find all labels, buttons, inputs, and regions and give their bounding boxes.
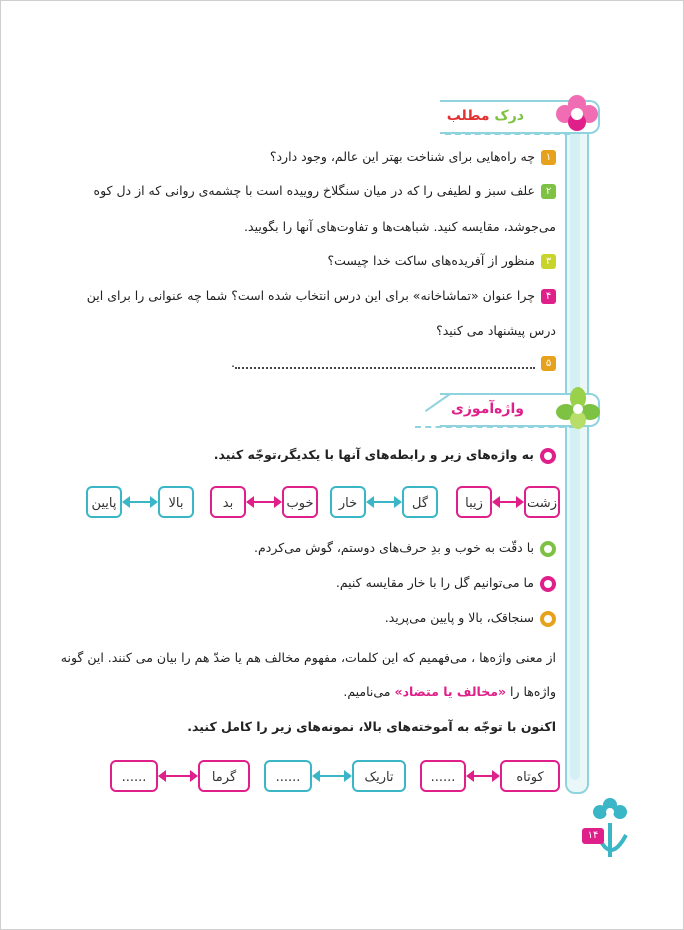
- arrow-gol-khar: [366, 496, 402, 508]
- exercise-box-blank-2[interactable]: ......: [264, 760, 312, 792]
- section1-title: [447, 108, 524, 124]
- leaf-logo-icon: [555, 386, 601, 432]
- paragraph-line2: [343, 684, 556, 699]
- flower-bullet-icon: [540, 541, 556, 557]
- answer-line[interactable]: [235, 359, 535, 369]
- exercise-box-blank-1[interactable]: ......: [420, 760, 466, 792]
- page-number: ۱۴: [582, 828, 604, 844]
- question-2: [94, 183, 556, 199]
- question-4-text-line1: چرا عنوان «تماشاخانه» برای این درس انتخاب شده است؟ شما چه عنوانی را برای این: [86, 288, 535, 303]
- bullet-1-text: با دقّت به خوب و بدِ حرف‌های دوستم، گوش می‌کردم.: [254, 540, 534, 555]
- arrow-kootah-blank: [466, 770, 500, 782]
- arrow-zesht-ziba: [492, 496, 524, 508]
- question-1: [270, 149, 556, 165]
- flower-logo-icon: [552, 92, 602, 136]
- exercise-box-blank-3[interactable]: ......: [110, 760, 158, 792]
- exercise-instruction: اکنون با توجّه به آموخته‌های بالا، نمونه‌های زیر را کامل کنید.: [187, 719, 556, 734]
- word-box-ziba: زیبا: [456, 486, 492, 518]
- question-3: [327, 253, 556, 269]
- arrow-bala-paeen: [122, 496, 158, 508]
- arrow-garma-blank: [158, 770, 198, 782]
- exercise-box-tarik: تاریک: [352, 760, 406, 792]
- word-box-gol: گل: [402, 486, 438, 518]
- question-5-text: .: [231, 355, 235, 370]
- side-decoration-bar-inner: [570, 120, 580, 780]
- arrow-tarik-blank: [312, 770, 352, 782]
- exercise-box-garma: گرما: [198, 760, 250, 792]
- paragraph-line2-start: واژه‌ها را: [510, 684, 556, 699]
- question-4-continued: [436, 323, 556, 338]
- bullet-2: [336, 575, 556, 592]
- question-3-text: منظور از آفریده‌های ساکت خدا چیست؟: [327, 253, 535, 268]
- section2-instruction-text: به واژه‌های زیر و رابطه‌های آنها با یکدیگر،توجّه کنید.: [213, 447, 534, 462]
- section1-title-part2: مطلب: [446, 108, 490, 124]
- flower-bullet-icon: [540, 448, 556, 464]
- question-4-text-line2: درس پیشنهاد می کنید؟: [436, 323, 556, 338]
- question-2-text-line1: علف سبز و لطیفی را که در میان سنگلاخ روییده است با چشمه‌ی روانی که از دل کوه: [93, 183, 535, 198]
- arrow-khoob-bad: [246, 496, 282, 508]
- paragraph-line2-end: می‌نامیم.: [343, 684, 391, 699]
- paragraph-highlight: «مخالف یا متضاد»: [394, 684, 507, 699]
- question-2-continued: [244, 219, 556, 234]
- question-5: [231, 355, 556, 371]
- exercise-box-kootah: کوتاه: [500, 760, 560, 792]
- question-3-number: ۳: [541, 254, 556, 269]
- word-box-khoob: خوب: [282, 486, 318, 518]
- flower-bullet-icon: [540, 611, 556, 627]
- paragraph-line1: از معنی واژه‌ها ، می‌فهمیم که این کلمات، مفهوم مخالف هم یا ضدّ هم را بیان می کنند. این گونه: [60, 650, 556, 665]
- bullet-3-text: سنجاقک، بالا و پایین می‌پرید.: [384, 610, 534, 625]
- section2-title: واژه‌آموزی: [451, 401, 524, 417]
- question-1-text: چه راه‌هایی برای شناخت بهتر این عالم، وجود دارد؟: [269, 149, 535, 164]
- word-box-paeen: پایین: [86, 486, 122, 518]
- question-2-text-line2: می‌جوشد، مقایسه کنید. شباهت‌ها و تفاوت‌های آنها را بگویید.: [244, 219, 556, 234]
- bullet-3: [385, 610, 556, 627]
- word-box-bad: بد: [210, 486, 246, 518]
- question-4: [87, 288, 556, 304]
- word-box-zesht: زشت: [524, 486, 560, 518]
- bullet-2-text: ما می‌توانیم گل را با خار مقایسه کنیم.: [335, 575, 534, 590]
- section2-header-divider: [415, 426, 575, 428]
- word-box-bala: بالا: [158, 486, 194, 518]
- section1-title-part1: درک: [494, 108, 524, 124]
- question-1-number: ۱: [541, 150, 556, 165]
- question-5-number: ۵: [541, 356, 556, 371]
- section2-instruction: [214, 447, 556, 464]
- question-2-number: ۲: [541, 184, 556, 199]
- word-box-khar: خار: [330, 486, 366, 518]
- question-4-number: ۴: [541, 289, 556, 304]
- bullet-1: [254, 540, 556, 557]
- flower-bullet-icon: [540, 576, 556, 592]
